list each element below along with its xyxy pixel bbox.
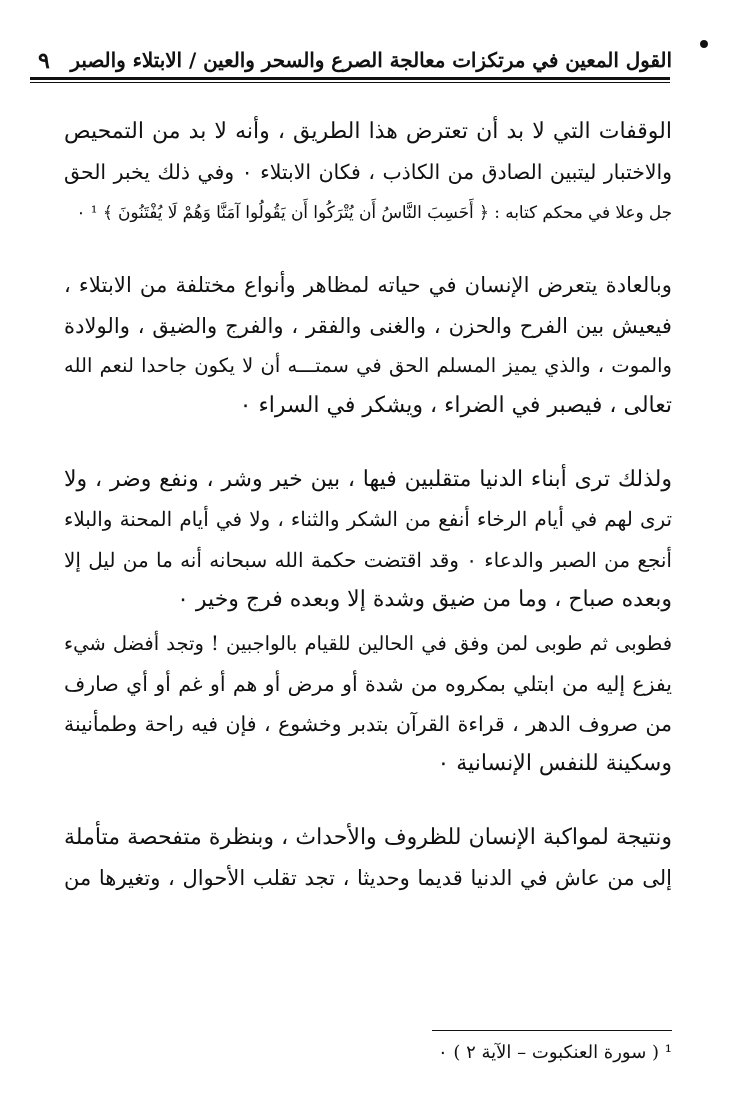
footnote-rule: [432, 1030, 672, 1031]
text-line: تعالى ، فيصبر في الضراء ، ويشكر في السراء ٠: [239, 393, 672, 418]
paragraph-2: [64, 266, 672, 426]
scan-mark: [700, 40, 708, 48]
text-line: ونتيجة لمواكبة الإنسان للظروف والأحداث ، وبنظرة متفحصة متأملة: [64, 825, 672, 850]
text-line: الوقفات التي لا بد أن تعترض هذا الطريق ، وأنه لا بد من التمحيص: [64, 119, 672, 144]
text-line: والموت ، والذي يميز المسلم الحق في سمتـــه أن لا يكون جاحدا لنعم الله: [64, 354, 672, 377]
text-line: فيعيش بين الفرح والحزن ، والغنى والفقر ، والفرج والضيق ، والولادة: [64, 313, 672, 338]
body-text: [64, 112, 672, 898]
text-line: وبعده صباح ، وما من ضيق وشدة إلا وبعده فرج وخير ٠: [177, 587, 672, 612]
running-title: القول المعين في مرتكزات معالجة الصرع والسحر والعين / الابتلاء والصبر: [70, 48, 672, 72]
footnote: ¹ ( سورة العنكبوت – الآية ٢ ) ٠: [437, 1042, 672, 1063]
paragraph-5: [64, 818, 672, 898]
text-line: وبالعادة يتعرض الإنسان في حياته لمظاهر وأنواع مختلفة من الابتلاء ،: [64, 273, 672, 298]
text-line: يفزع إليه من ابتلي بمكروه من شدة أو مرض أو هم أو غم أو أي صارف: [64, 672, 672, 696]
text-line: ترى لهم في أيام الرخاء أنفع من الشكر والثناء ، ولا في أيام المحنة والبلاء: [64, 508, 672, 531]
quran-verse-line: جل وعلا في محكم كتابه : ﴿ أَحَسِبَ النَّاسُ أَن يُتْرَكُوا أَن يَقُولُوا آمَنَّا وَهُمْ لَا يُفْتَنُونَ ﴾ ¹ ٠: [76, 202, 672, 222]
text-line: وسكينة للنفس الإنسانية ٠: [437, 751, 672, 776]
text-line: والاختبار ليتبين الصادق من الكاذب ، فكان الابتلاء ٠ وفي ذلك يخبر الحق: [64, 160, 672, 184]
text-line: من صروف الدهر ، قراءة القرآن بتدبر وخشوع ، فإن فيه راحة وطمأنينة: [64, 712, 672, 736]
page-header: [38, 46, 672, 76]
paragraph-1: [64, 112, 672, 232]
text-line: فطوبى ثم طوبى لمن وفق في الحالين للقيام بالواجبين ! وتجد أفضل شيء: [64, 632, 672, 655]
text-line: أنجع من الصبر والدعاء ٠ وقد اقتضت حكمة الله سبحانه أنه ما من ليل إلا: [64, 548, 672, 572]
header-rule: [30, 77, 670, 80]
paragraph-3: [64, 460, 672, 620]
text-line: إلى من عاش في الدنيا قديما وحديثا ، تجد تقلب الأحوال ، وتغيرها من: [64, 866, 672, 890]
header-rule-thin: [30, 82, 670, 83]
page-number: ٩: [38, 48, 50, 74]
paragraph-4: [64, 624, 672, 784]
text-line: ولذلك ترى أبناء الدنيا متقلبين فيها ، بين خير وشر ، ونفع وضر ، ولا: [64, 467, 672, 492]
